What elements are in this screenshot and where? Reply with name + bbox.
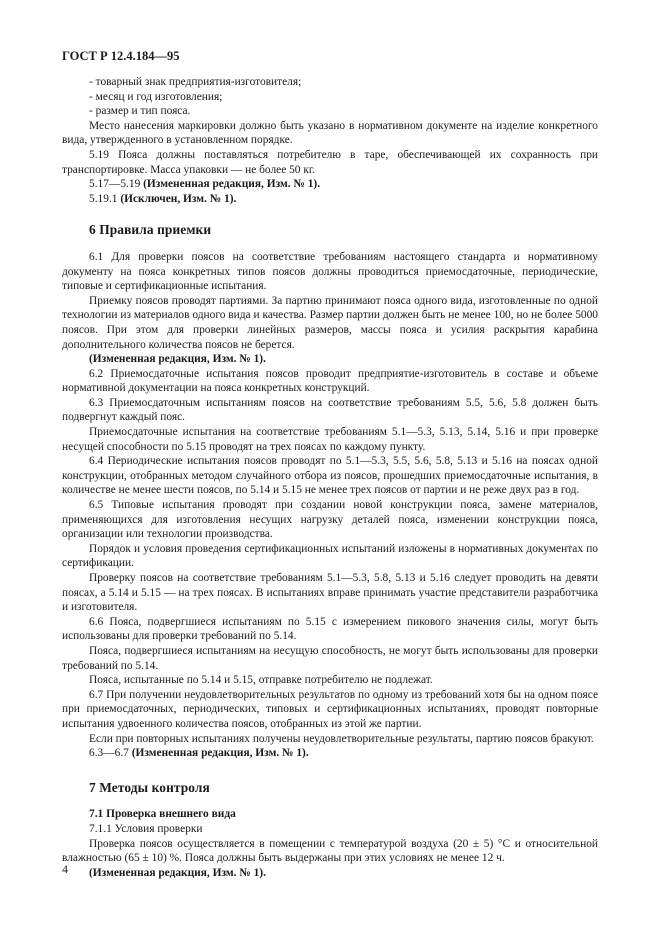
section-heading bbox=[89, 223, 598, 238]
paragraph-text: Проверка поясов осуществляется в помещении с температурой воздуха (20 ± 5) °С и относительной влажностью (65 ± 10) %. Пояса должны быть выдержаны при этих условиях не менее 12 ч. bbox=[62, 837, 598, 865]
paragraph-text: 6.1 Для проверки поясов на соответствие требованиям настоящего стандарта и нормативному документу на пояса конкретных типов поясов должны проводиться приемосдаточные, периодические, типовые и сертификационные испытания. bbox=[62, 250, 598, 293]
bold-note: (Измененная редакция, Изм. № 1). bbox=[143, 178, 321, 191]
paragraph bbox=[62, 294, 598, 352]
paragraph bbox=[62, 75, 598, 90]
paragraph-text: 5.19.1 bbox=[89, 192, 118, 205]
paragraph bbox=[62, 673, 598, 688]
paragraph-text: 6.7 При получении неудовлетворительных результатов по одному из требований хотя бы на одном поясе при приемосдаточных, периодических, типовых и сертификационных испытаниях, проводят повторные испытания удвоенного количества поясов, отобранных из этой же партии. bbox=[62, 688, 598, 730]
page-number: 4 bbox=[62, 862, 68, 876]
paragraph-text: 6 Правила приемки bbox=[89, 222, 212, 238]
paragraph bbox=[62, 866, 598, 881]
paragraph bbox=[62, 367, 598, 396]
bold-note: (Исключен, Изм. № 1). bbox=[120, 192, 237, 205]
paragraph-text: Пояса, испытанные по 5.14 и 5.15, отправке потребителю не подлежат. bbox=[89, 674, 433, 687]
section-heading bbox=[89, 781, 598, 796]
paragraph bbox=[62, 119, 598, 148]
paragraph bbox=[62, 148, 598, 177]
paragraph bbox=[62, 542, 598, 571]
paragraph bbox=[62, 746, 598, 761]
bold-note: 7.1 Проверка внешнего вида bbox=[89, 808, 236, 821]
paragraph-text: Порядок и условия проведения сертификационных испытаний изложены в нормативных документах по сертификации. bbox=[62, 542, 598, 570]
paragraph-text: 6.3—6.7 bbox=[89, 747, 129, 760]
bold-note: (Измененная редакция, Изм. № 1). bbox=[89, 866, 266, 879]
paragraph-text: - месяц и год изготовления; bbox=[89, 90, 223, 103]
paragraph bbox=[62, 498, 598, 542]
paragraph bbox=[62, 454, 598, 498]
paragraph-text: Приемку поясов проводят партиями. За партию принимают пояса одного вида, изготовленные по одной технологии из материалов одного вида и качества. Размер партии должен быть не менее 100, но не более 5000 поясов. При этом для проверки линейных размеров, массы пояса и усилия раскрытия карабина дополнительного количества поясов не берется. bbox=[62, 294, 598, 351]
paragraph-text: 5.19 Пояса должны поставляться потребителю в таре, обеспечивающей их сохранность при транспортировке. Масса упаковки — не более 50 кг. bbox=[62, 148, 598, 176]
paragraph bbox=[62, 425, 598, 454]
paragraph-text: 7 Методы контроля bbox=[89, 779, 210, 795]
paragraph-text: 6.6 Пояса, подвергшиеся испытаниям по 5.15 с измерением пикового значения силы, могут быть использованы для проверки требований по 5.14. bbox=[62, 615, 598, 643]
paragraph bbox=[62, 807, 598, 822]
paragraph bbox=[62, 352, 598, 367]
paragraph-text: 7.1.1 Условия проверки bbox=[89, 822, 203, 835]
paragraph-text: 6.3 Приемосдаточным испытаниям поясов на соответствие требованиям 5.5, 5.6, 5.8 должен быть подвергнут каждый пояс. bbox=[62, 396, 598, 424]
paragraph-text: Если при повторных испытаниях получены неудовлетворительные результаты, партию поясов бракуют. bbox=[89, 732, 594, 745]
paragraph-text: - товарный знак предприятия-изготовителя; bbox=[89, 76, 302, 88]
paragraph-text: - размер и тип пояса. bbox=[89, 105, 191, 118]
paragraph-text: Место нанесения маркировки должно быть указано в нормативном документе на изделие конкретного вида, утвержденного в установленном порядке. bbox=[62, 119, 598, 147]
paragraph bbox=[62, 644, 598, 673]
document-header: ГОСТ Р 12.4.184—95 bbox=[62, 49, 180, 63]
paragraph-text: Приемосдаточные испытания на соответствие требованиям 5.1—5.3, 5.13, 5.14, 5.16 и при проверке несущей способности по 5.15 проводят на трех поясах по каждому пункту. bbox=[62, 426, 598, 453]
paragraph bbox=[62, 732, 598, 747]
paragraph-text: 6.4 Периодические испытания поясов проводят по 5.1—5.3, 5.5, 5.6, 5.8, 5.13 и 5.16 на поясах одной конструкции, отобранных методом случайного отбора из поясов, прошедших приемосдаточные испытания, в количестве не менее шести поясов, по 5.14 и 5.15 не менее трех поясов от партии и не реже двух раз в год. bbox=[62, 455, 598, 497]
bold-note: (Измененная редакция, Изм. № 1). bbox=[131, 747, 309, 760]
paragraph bbox=[62, 104, 598, 119]
paragraph bbox=[62, 837, 598, 866]
paragraph bbox=[62, 615, 598, 644]
paragraph bbox=[62, 571, 598, 615]
document-body bbox=[62, 75, 598, 880]
paragraph-text: 6.5 Типовые испытания проводят при создании новой конструкции пояса, замене материалов, применяющихся для изготовления несущих нагрузку деталей пояса, изменении конструкции пояса, организации или технологии производства. bbox=[62, 499, 598, 541]
paragraph-text: Пояса, подвергшиеся испытаниям на несущую способность, не могут быть использованы для проверки требований по 5.14. bbox=[62, 644, 598, 672]
paragraph bbox=[62, 822, 598, 837]
paragraph-text: 6.2 Приемосдаточные испытания поясов проводит предприятие-изготовитель в составе и объеме нормативной документации на пояса конкретных конструкций. bbox=[62, 367, 598, 395]
paragraph bbox=[62, 90, 598, 105]
paragraph bbox=[62, 688, 598, 732]
paragraph-text: 5.17—5.19 bbox=[89, 178, 141, 191]
bold-note: (Измененная редакция, Изм. № 1). bbox=[89, 353, 266, 366]
paragraph-text: Проверку поясов на соответствие требованиям 5.1—5.3, 5.8, 5.13 и 5.16 следует проводить на девяти поясах, а 5.14 и 5.15 — на трех поясах. В испытаниях вправе принимать участие представители разработчика и изготовителя. bbox=[62, 572, 598, 614]
paragraph bbox=[62, 192, 598, 207]
paragraph bbox=[62, 250, 598, 294]
paragraph bbox=[62, 396, 598, 425]
paragraph bbox=[62, 177, 598, 192]
